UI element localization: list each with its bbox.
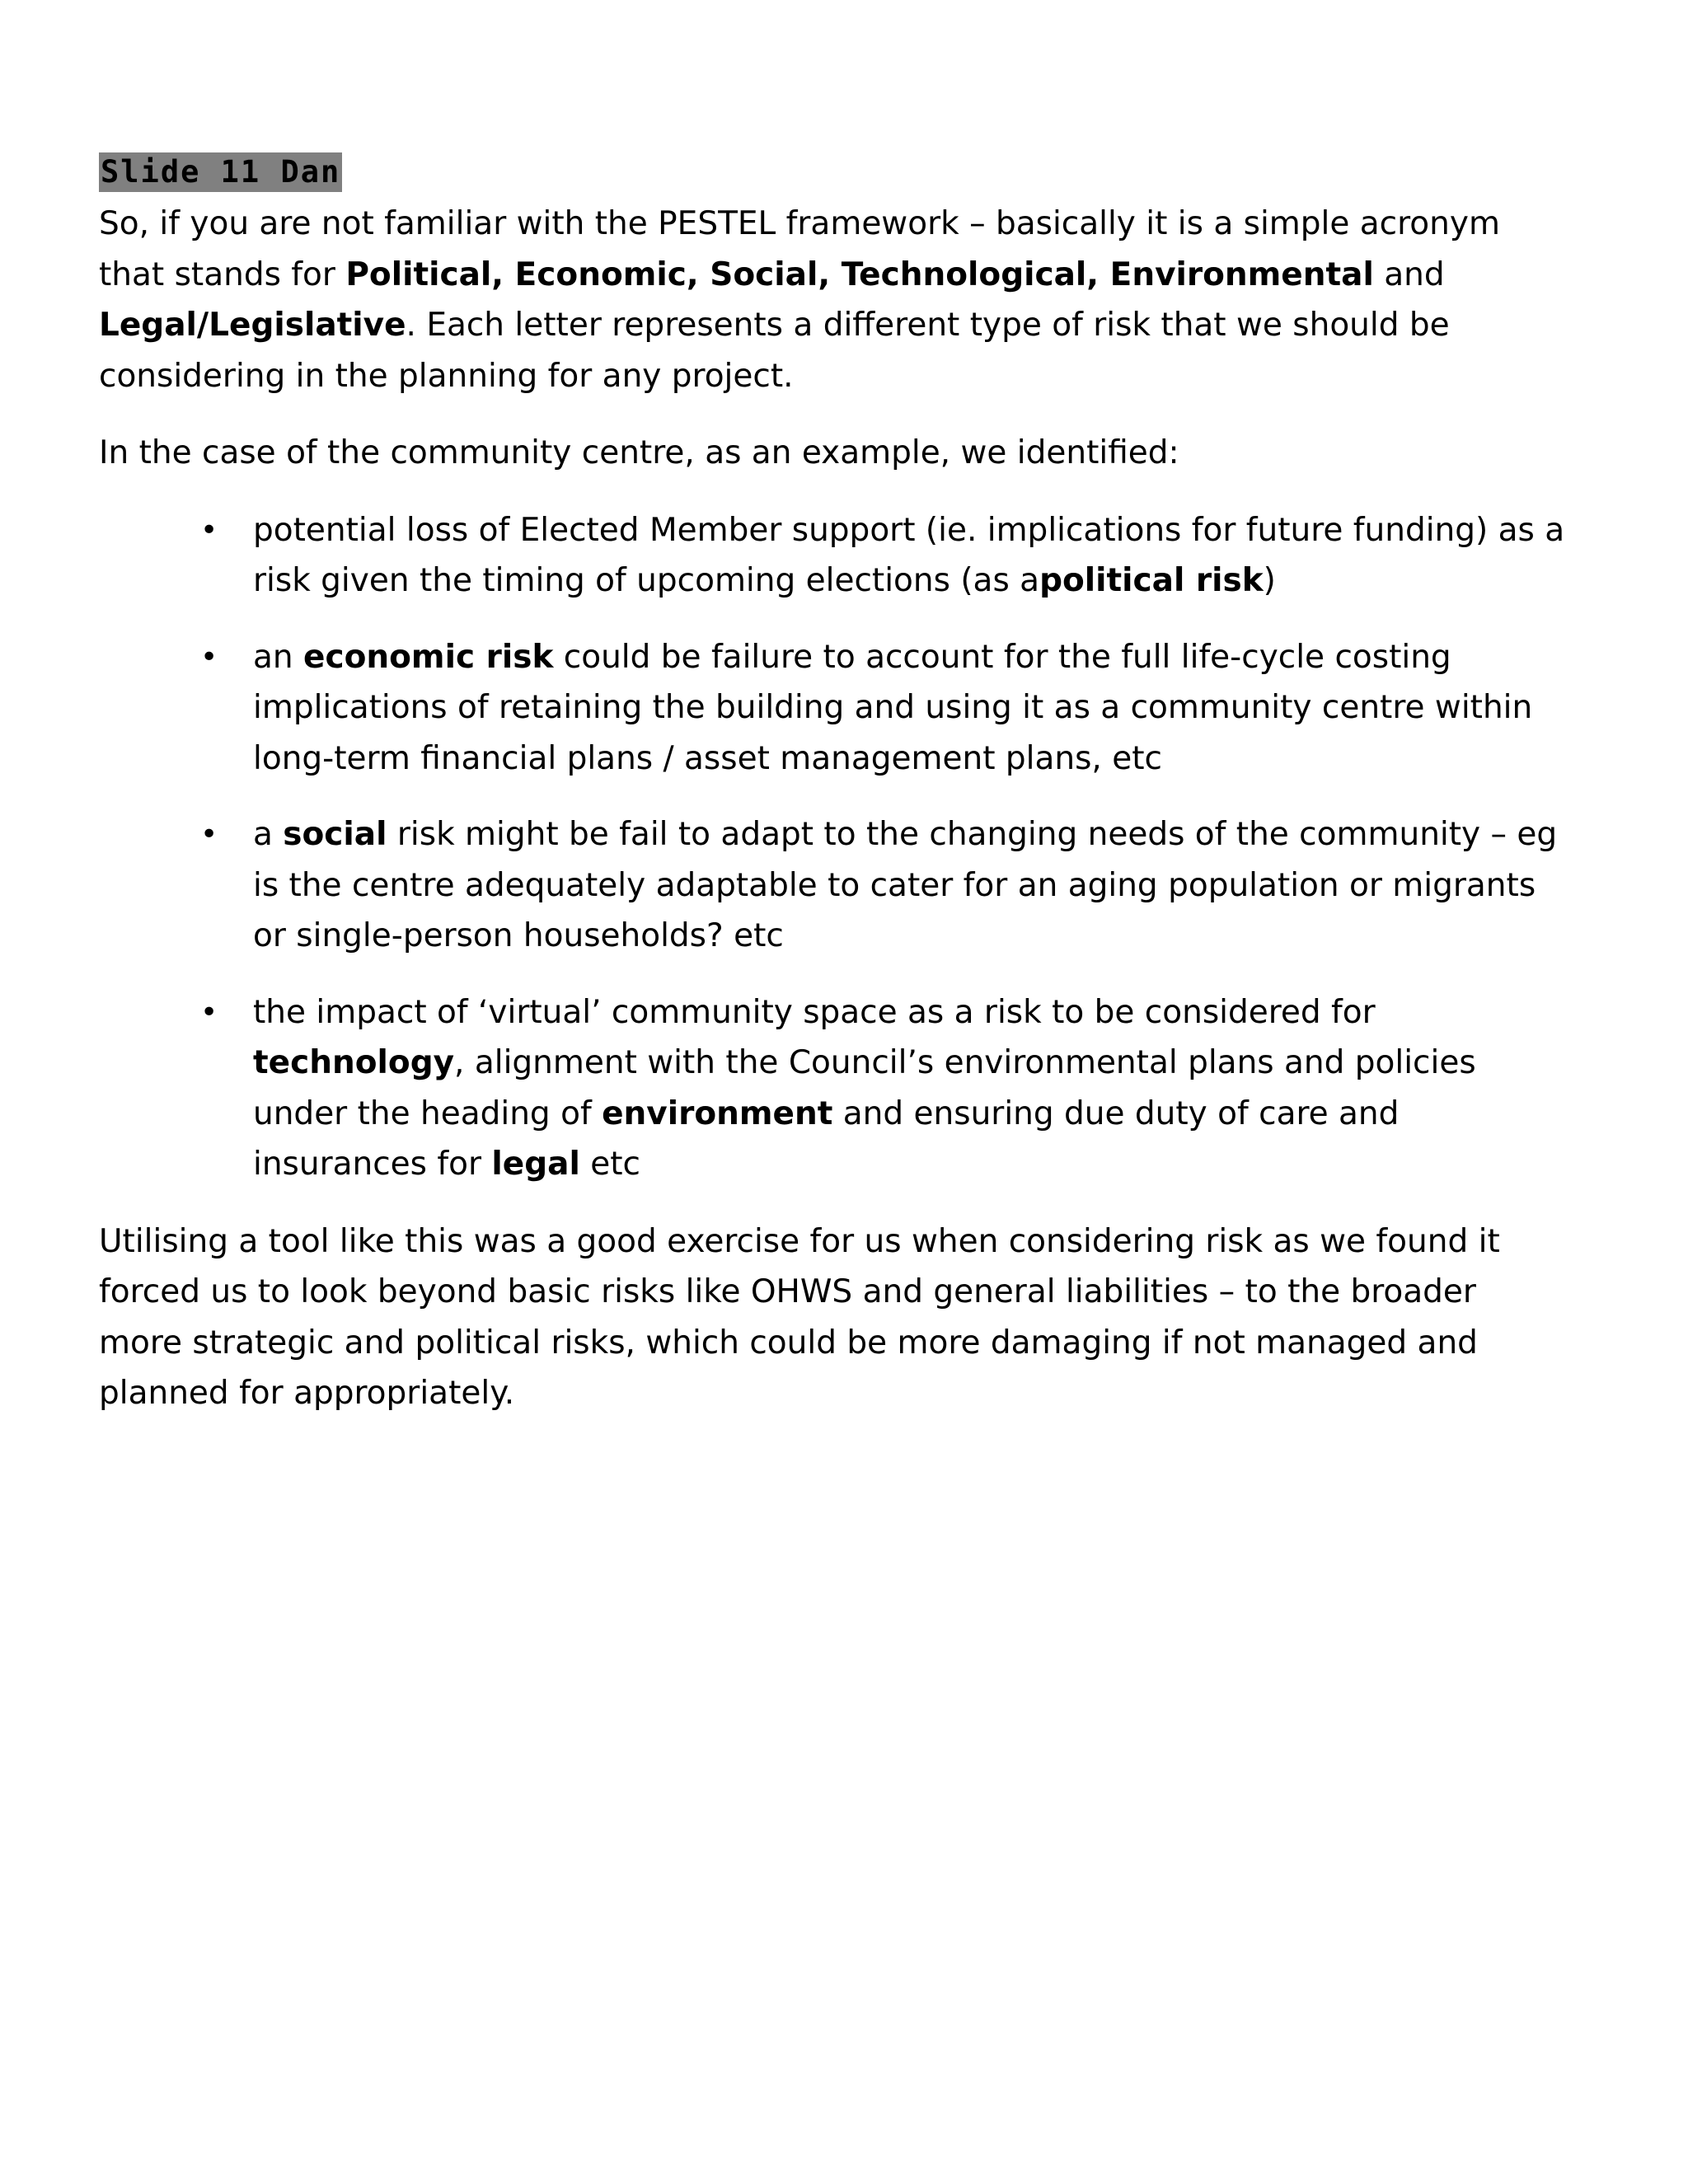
slide-heading: Slide 11 Dan (99, 152, 342, 192)
intro-text-2: . Each letter represents a different type of risk that we should be considering in the planning for any project. (99, 307, 1450, 395)
intro-text-1: So, if you are not familiar with the PESTEL framework – basically it is a simple acronym that stands for (99, 205, 1500, 293)
list-item-bold: legal (491, 1146, 580, 1183)
intro-and: and (1373, 255, 1445, 293)
list-item-text: an (253, 638, 304, 676)
list-item-text: a (253, 816, 284, 853)
list-item-text: risk might be fail to adapt to the changing needs of the community – eg is the centre adequately adaptable to cater for an aging population or migrants or single-person households? etc (253, 816, 1558, 954)
example-intro-paragraph: In the case of the community centre, as an example, we identified: (99, 434, 1179, 471)
list-item-text: and ensuring due duty of care and insurances for (253, 1094, 1400, 1183)
intro-paragraph (99, 199, 1566, 401)
list-item (99, 987, 1566, 1190)
bullet-icon: • (200, 513, 218, 547)
list-item-bold: technology (253, 1044, 455, 1081)
intro-terms: Political, Economic, Social, Technological, Environmental (345, 255, 1374, 293)
bullet-icon: • (200, 640, 218, 674)
document-page (99, 147, 1566, 1446)
list-item-text: ) (1263, 562, 1276, 599)
list-item-bold: political risk (1039, 562, 1264, 599)
list-item (99, 632, 1566, 785)
list-item-text: , alignment with the Council’s environmental plans and policies under the heading of (253, 1044, 1476, 1132)
bullet-icon: • (200, 995, 218, 1029)
list-item-text: the impact of ‘virtual’ community space as a risk to be considered for (253, 993, 1376, 1031)
list-item-text: potential loss of Elected Member support (ie. implications for future funding) as a risk given the timing of upcoming elections (as a (253, 511, 1565, 599)
list-item-text: could be failure to account for the full life-cycle costing implications of retaining the building and using it as a community centre within long-term financial plans / asset management plans, etc (253, 638, 1533, 777)
list-item-bold: social (283, 816, 387, 853)
bullet-icon: • (200, 818, 218, 851)
list-item-bold: economic risk (303, 638, 554, 676)
list-item-bold: environment (602, 1094, 833, 1132)
intro-legal-term: Legal/Legislative (99, 307, 406, 344)
list-item (99, 809, 1566, 962)
risk-list (99, 505, 1566, 1190)
list-item (99, 505, 1566, 607)
list-item-text: etc (579, 1146, 640, 1183)
conclusion-paragraph: Utilising a tool like this was a good exercise for us when considering risk as we found it forced us to look beyond basic risks like OHWS and general liabilities – to the broader more strategic and political risks, which could be more damaging if not managed and planned for appropriately. (99, 1222, 1500, 1412)
